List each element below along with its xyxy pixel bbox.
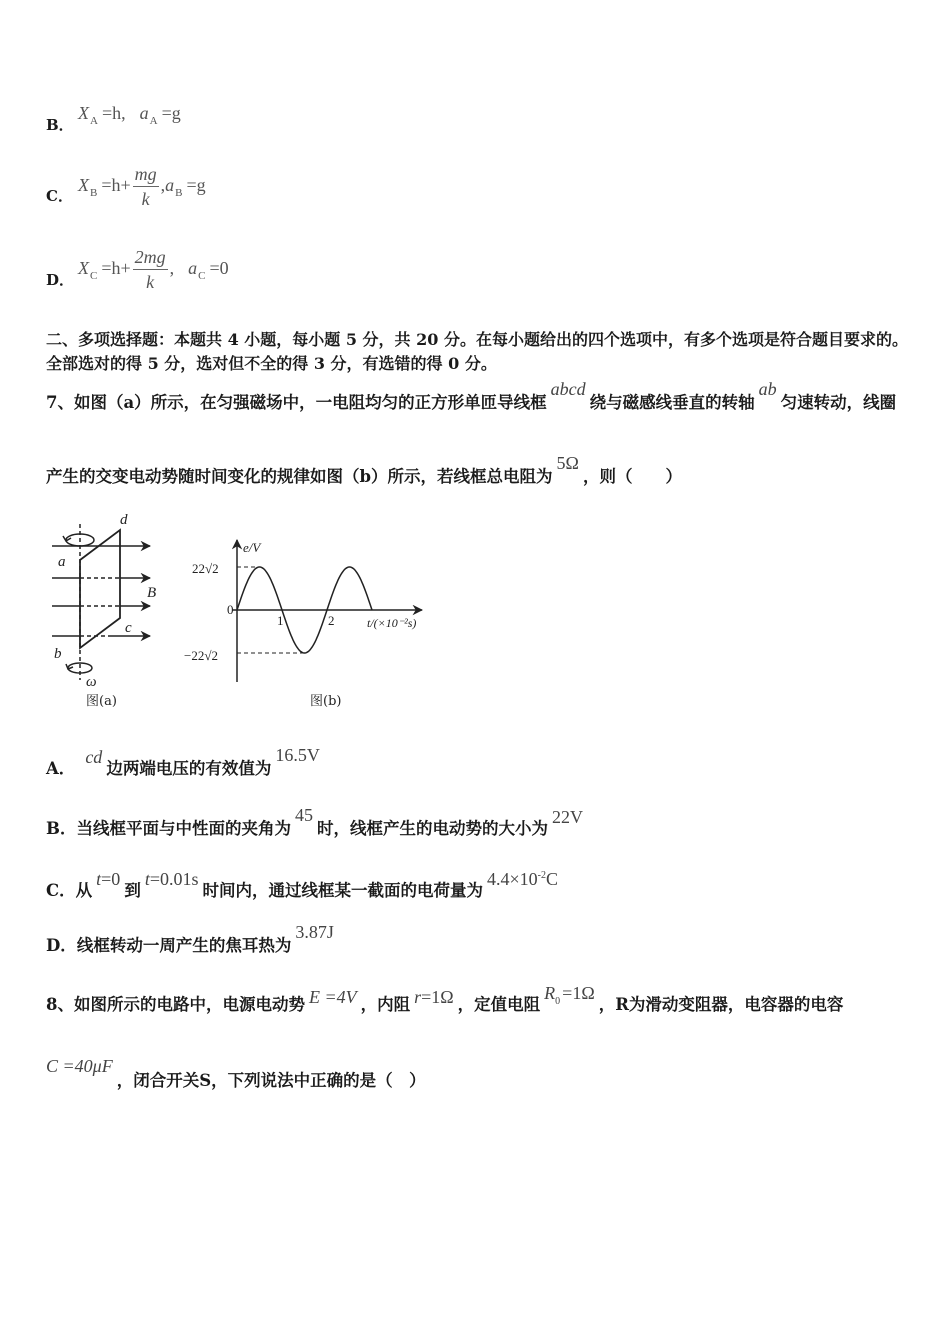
q7-option-c-formula-t1 xyxy=(145,868,199,890)
q8-text-3: ，定值电阻 xyxy=(457,995,541,1014)
prev-option-c-label: C． xyxy=(46,187,73,205)
q7-option-c-formula-charge xyxy=(487,865,558,890)
q7-option-c-formula-t0 xyxy=(96,868,120,890)
q7-option-a-formula-voltage: 16.5V xyxy=(275,745,320,765)
charge-exponent: -2 xyxy=(537,870,546,881)
x-rhs: =h+ xyxy=(101,258,131,278)
q7-option-a-formula-cd: cd xyxy=(85,747,103,767)
q7-formula-abcd: abcd xyxy=(550,379,586,399)
charge-base: 4.4×10 xyxy=(486,869,538,889)
q8-text-2: ，内阻 xyxy=(360,995,411,1014)
charge-unit: C xyxy=(545,869,558,889)
sub-0: 0 xyxy=(555,995,561,1007)
var-t: t xyxy=(96,869,102,889)
sub-a: A xyxy=(90,114,98,127)
q7-option-c-label: C． xyxy=(46,881,76,900)
sub-c: C xyxy=(90,269,98,282)
fraction-numerator: 2mg xyxy=(133,247,168,270)
var-a: a xyxy=(188,258,198,278)
var-r: r xyxy=(414,987,422,1007)
var-t: t xyxy=(144,869,150,889)
sub-b: B xyxy=(90,186,98,199)
q8-formula-r0 xyxy=(544,982,595,1013)
q7-option-c-text-2: 到 xyxy=(124,881,141,900)
section-heading-line-2: 全部选对的得 5 分，选对但不全的得 3 分，有选错的得 0 分。 xyxy=(46,354,497,373)
label-d: d xyxy=(120,512,128,528)
q7-option-c xyxy=(46,869,562,902)
x-rhs: =h, xyxy=(101,103,126,123)
y-axis-label: e/V xyxy=(243,540,261,555)
q7-option-b-formula-emf: 22V xyxy=(551,807,583,827)
q7-option-d-text: 线框转动一周产生的焦耳热为 xyxy=(76,936,292,955)
var-x: X xyxy=(78,103,89,123)
q7-option-c-text-3: 时间内，通过线框某一截面的电荷量为 xyxy=(202,881,483,900)
prev-option-b-label: B． xyxy=(46,116,74,134)
var-a: a xyxy=(139,103,149,123)
q8-stem-line-1 xyxy=(46,983,844,1024)
label-field-b: B xyxy=(147,585,157,601)
q7-option-c-text-1: 从 xyxy=(75,881,93,900)
x-axis-label: t/(×10⁻²s) xyxy=(367,616,417,630)
q7-option-b-label: B． xyxy=(46,819,77,838)
fraction-numerator: mg xyxy=(133,164,159,187)
a-rhs: =g xyxy=(161,103,181,123)
q7-text-1: 7、如图（a）所示，在匀强磁场中，一电阻均匀的正方形单匝导线框 xyxy=(46,393,547,412)
origin-label: 0 xyxy=(227,602,234,617)
t0-rhs: =0 xyxy=(101,869,121,889)
figure-a xyxy=(52,512,156,709)
figure-b xyxy=(184,540,422,709)
section-heading-line-1: 二、多项选择题：本题共 4 小题，每小题 5 分，共 20 分。在每小题给出的四个选项中，有多个选项是符合题目要求的。 xyxy=(46,330,908,349)
q8-text-4: ，R为滑动变阻器，电容器的电容 xyxy=(598,995,844,1014)
q7-option-a-label: A． xyxy=(46,759,76,778)
q7-option-b xyxy=(46,805,587,840)
a-rhs: =0 xyxy=(209,258,229,278)
q7-stem-line-1 xyxy=(46,379,897,414)
tick-label-2: 2 xyxy=(328,613,335,628)
q7-text-2: 绕与磁感线垂直的转轴 xyxy=(589,393,755,412)
caption-b: 图(b) xyxy=(310,694,342,709)
coil-frame xyxy=(80,530,120,648)
q8-formula-emf: E =4V xyxy=(308,987,357,1007)
var-x: X xyxy=(78,258,89,278)
q8-text-5: ，闭合开关S，下列说法中正确的是（ ） xyxy=(116,1071,426,1090)
max-label: 22√2 xyxy=(192,561,219,576)
tick-label-1: 1 xyxy=(277,613,284,628)
sub-b: B xyxy=(175,186,183,199)
label-c: c xyxy=(125,620,132,636)
x-rhs: =h+ xyxy=(101,175,131,195)
label-omega: ω xyxy=(86,674,97,690)
q8-formula-internal-resistance xyxy=(414,986,454,1008)
q7-text-5: ，则（ ） xyxy=(582,467,682,486)
fraction-denominator: k xyxy=(146,271,155,292)
q7-option-a xyxy=(46,745,324,780)
q7-option-d xyxy=(46,922,338,957)
fraction-mg-over-k xyxy=(133,164,159,209)
r0-rhs: =1Ω xyxy=(562,983,595,1003)
prev-option-d-label: D． xyxy=(46,271,75,289)
t1-rhs: =0.01s xyxy=(149,869,199,889)
prev-option-c-formula xyxy=(78,163,206,207)
var-R: R xyxy=(544,983,556,1003)
sub-a: A xyxy=(149,114,158,127)
label-a: a xyxy=(58,554,66,570)
q7-formula-ab: ab xyxy=(758,379,777,399)
q7-formula-resistance: 5Ω xyxy=(556,453,579,473)
var-x: X xyxy=(78,175,89,195)
q7-option-b-text-1: 当线框平面与中性面的夹角为 xyxy=(76,819,291,838)
r-rhs: =1Ω xyxy=(421,987,454,1007)
q7-option-d-label: D． xyxy=(46,936,77,955)
q7-option-d-formula-heat: 3.87J xyxy=(295,922,334,942)
a-rhs: =g xyxy=(186,175,206,195)
var-a: a xyxy=(165,175,175,195)
prev-option-d-formula xyxy=(78,246,229,290)
separator: , xyxy=(169,258,175,278)
q7-figure xyxy=(0,500,460,720)
separator: , xyxy=(160,175,166,195)
q7-option-b-formula-angle: 45 xyxy=(294,805,313,825)
fraction-denominator: k xyxy=(141,188,150,209)
min-label: −22√2 xyxy=(184,648,218,663)
q7-text-3: 匀速转动，线圈 xyxy=(780,393,897,412)
label-b: b xyxy=(54,646,62,662)
q8-formula-capacitance: C =40μF xyxy=(46,1056,113,1076)
q7-stem-line-2 xyxy=(46,453,682,488)
sub-c: C xyxy=(198,269,206,282)
q7-option-b-text-2: 时，线框产生的电动势的大小为 xyxy=(316,819,548,838)
fraction-2mg-over-k xyxy=(133,247,168,292)
q7-text-4: 产生的交变电动势随时间变化的规律如图（b）所示，若线框总电阻为 xyxy=(46,467,553,486)
q8-stem-line-2 xyxy=(46,1056,426,1092)
prev-option-b-formula xyxy=(78,91,181,135)
caption-a: 图(a) xyxy=(86,694,117,709)
q8-text-1: 8、如图所示的电路中，电源电动势 xyxy=(46,995,305,1014)
q7-option-a-text: 边两端电压的有效值为 xyxy=(106,759,272,778)
